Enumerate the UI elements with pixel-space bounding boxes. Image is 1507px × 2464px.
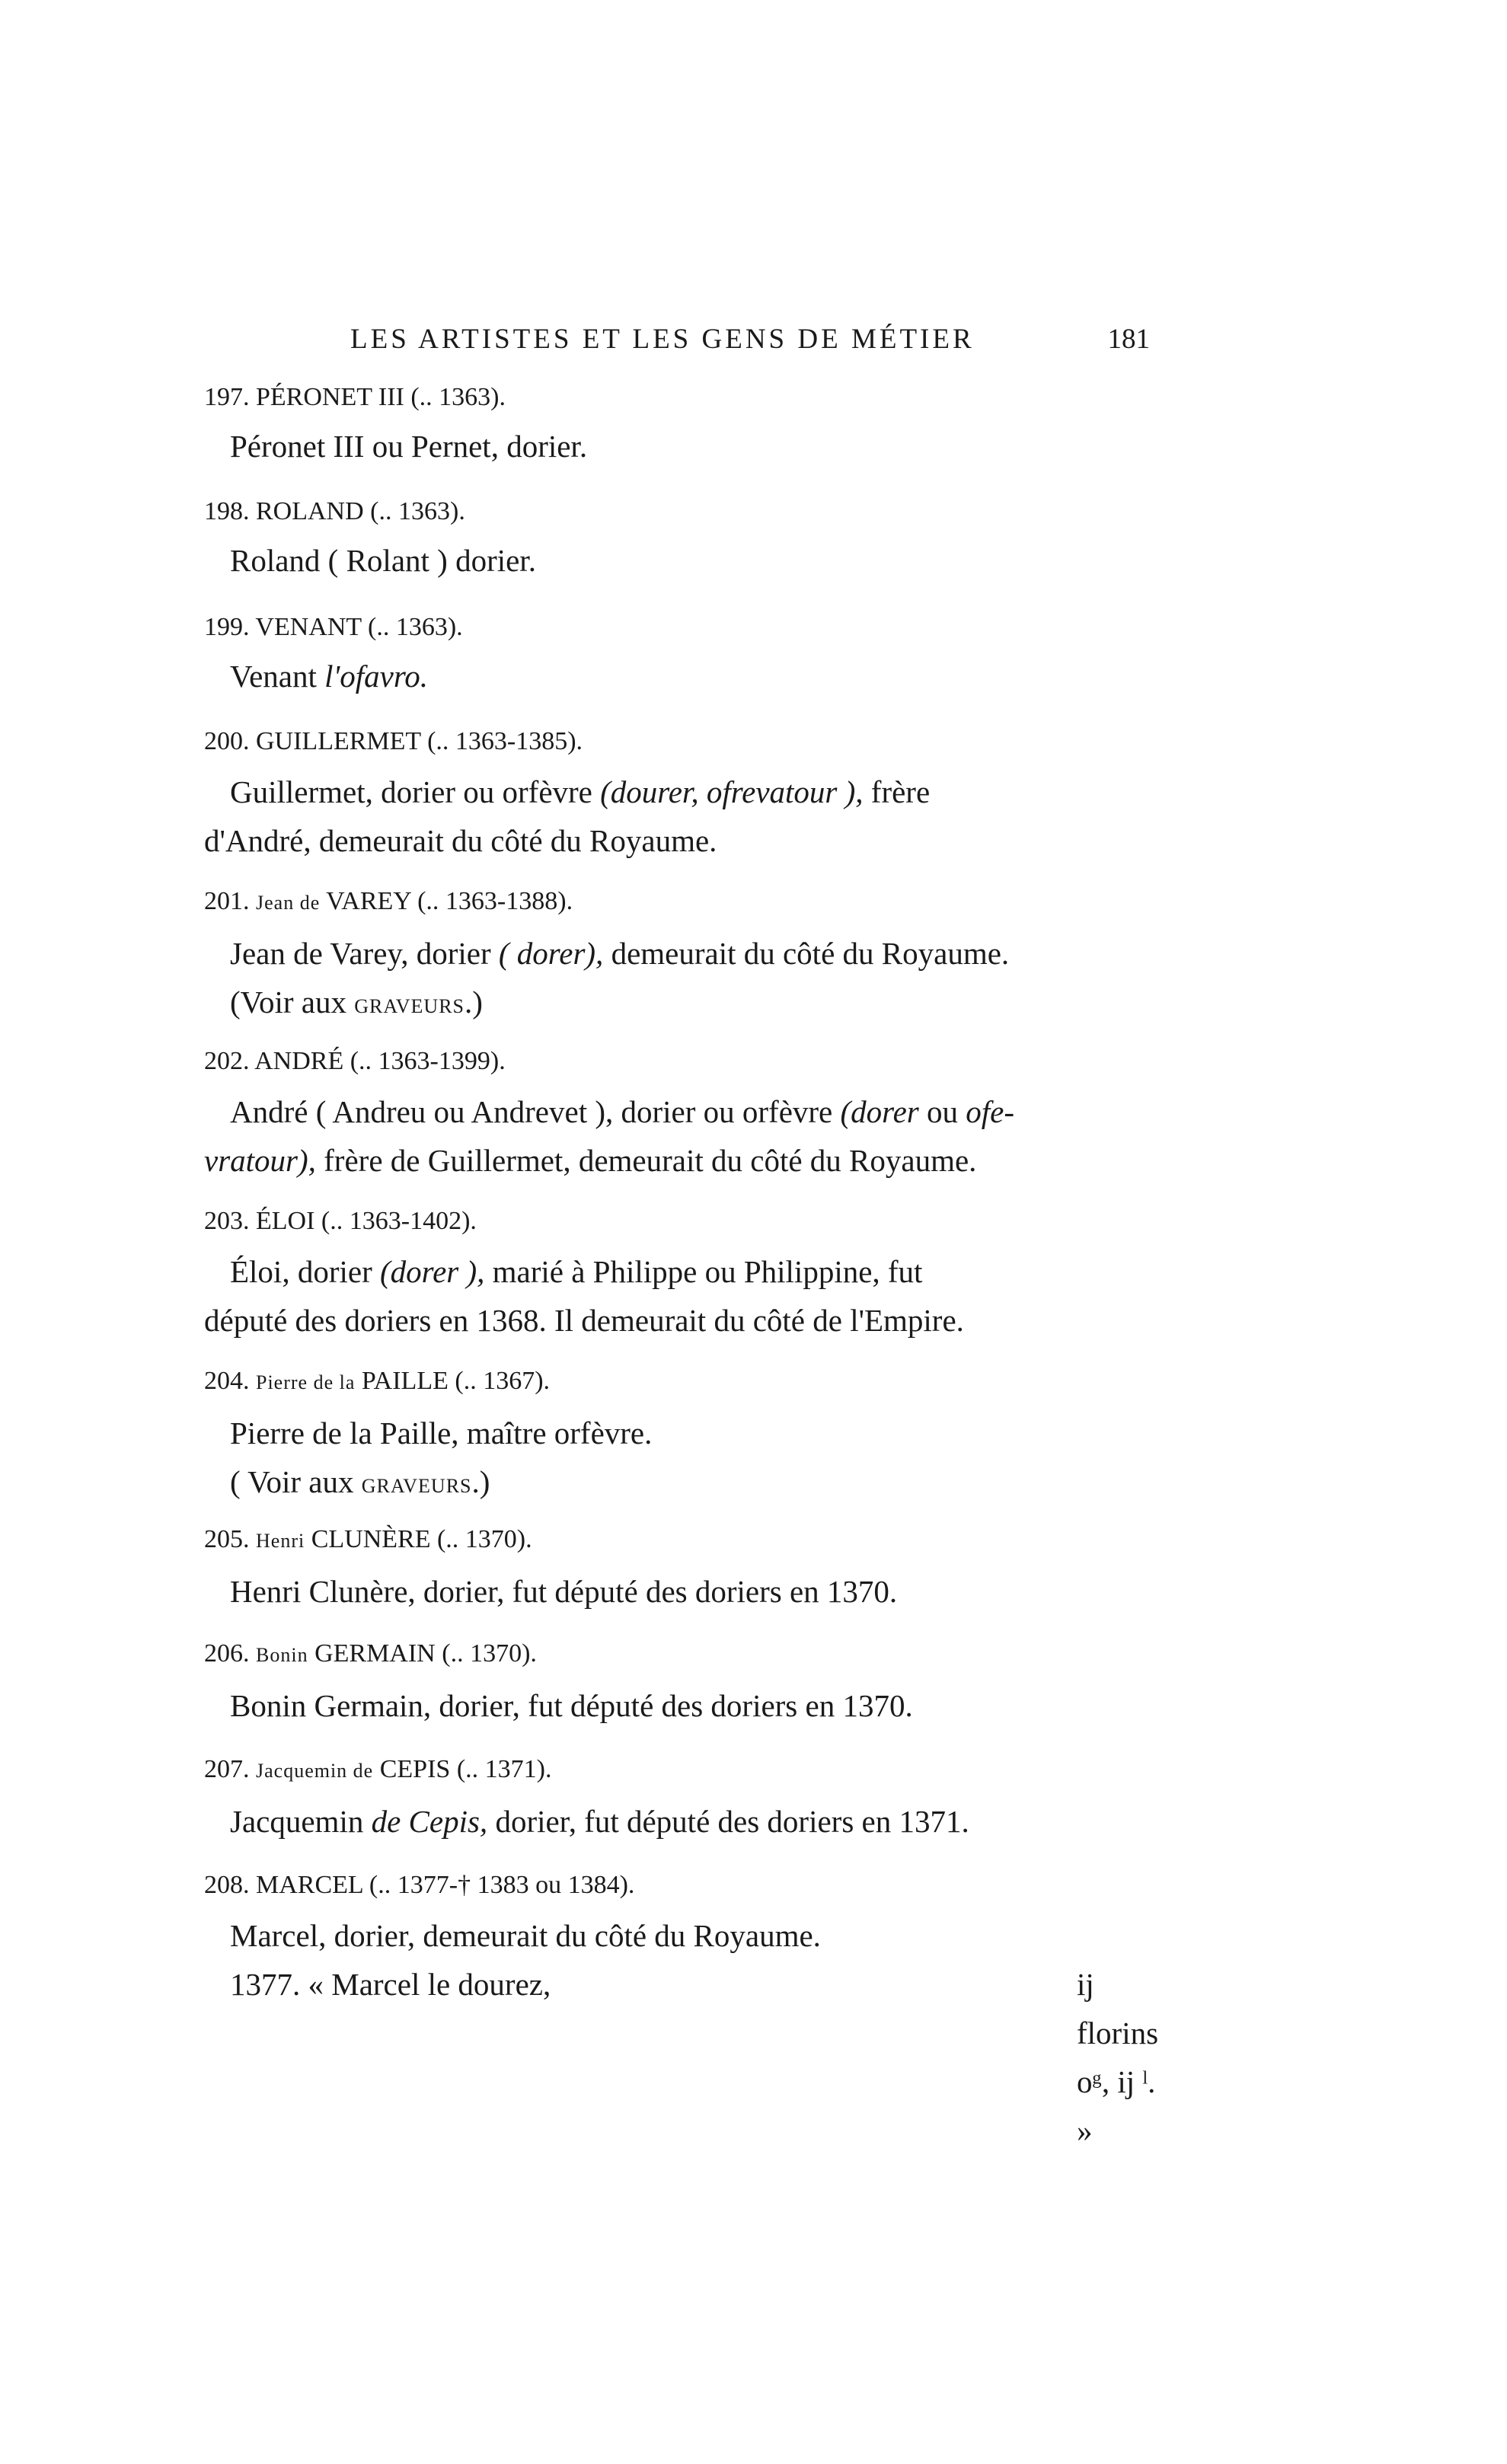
entry-text: Henri Clunère, dorier, fut député des doriers en 1370. (230, 1574, 898, 1609)
entry-text: Marcel, dorier, demeurait du côté du Royaume. (230, 1918, 821, 1953)
ledger-left: 1377. « Marcel le dourez, (230, 1967, 551, 2002)
entry-text: Jean de Varey, dorier ( dorer), demeurait du côté du Royaume. (Voir aux GRAVEURS.) (230, 936, 1010, 1020)
entry-206 (204, 1636, 1148, 1730)
running-title: LES ARTISTES ET LES GENS DE MÉTIER (350, 324, 975, 355)
entry-197 (204, 379, 1148, 471)
page-number: 181 (1107, 324, 1150, 355)
entry-heading: 199. VENANT (.. 1363). (204, 613, 463, 641)
entry-heading: 200. GUILLERMET (.. 1363-1385). (204, 727, 583, 755)
entry-text: Éloi, dorier (dorer ), marié à Philippe ou Philippine, fut député des doriers en 1368. Il demeurait du côté de l'Empire. (204, 1254, 964, 1338)
entry-heading: 202. ANDRÉ (.. 1363-1399). (204, 1047, 506, 1075)
entry-200 (204, 723, 1148, 865)
entry-208 (204, 1867, 1159, 2148)
entry-207 (204, 1751, 1148, 1846)
entry-text: Guillermet, dorier ou orfèvre (dourer, ofrevatour ), frère d'André, demeurait du côté du Royaume. (204, 774, 931, 858)
entry-heading: 201. Jean de VAREY (.. 1363-1388). (204, 887, 573, 915)
entry-198 (204, 493, 1148, 585)
entry-text: Roland ( Rolant ) dorier. (230, 543, 536, 578)
entry-heading: 198. ROLAND (.. 1363). (204, 497, 465, 525)
entry-201 (204, 883, 1148, 1031)
entry-text: André ( Andreu ou Andrevet ), dorier ou orfèvre (dorer ou ofe- vratour), frère de Guillermet, demeurait du côté du Royaume. (204, 1094, 1015, 1178)
ledger-line (204, 1960, 1159, 2148)
entry-heading: 207. Jacquemin de CEPIS (.. 1371). (204, 1755, 552, 1783)
entry-205 (204, 1521, 1148, 1616)
entry-204 (204, 1363, 1148, 1511)
entry-text: Venant l'ofavro. (230, 659, 429, 694)
entry-heading: 208. MARCEL (.. 1377-† 1383 ou 1384). (204, 1871, 635, 1899)
running-head (350, 323, 1150, 369)
entry-heading: 197. PÉRONET III (.. 1363). (204, 383, 506, 411)
entry-heading: 204. Pierre de la PAILLE (.. 1367). (204, 1367, 551, 1395)
entry-203 (204, 1203, 1148, 1345)
entry-199 (204, 609, 1148, 701)
entry-text: Bonin Germain, dorier, fut député des doriers en 1370. (230, 1688, 913, 1723)
entry-heading: 203. ÉLOI (.. 1363-1402). (204, 1207, 477, 1235)
entry-202 (204, 1043, 1148, 1185)
entry-text: Jacquemin de Cepis, dorier, fut député des doriers en 1371. (230, 1804, 969, 1839)
entry-text: Péronet III ou Pernet, dorier. (230, 429, 588, 464)
entry-text: Pierre de la Paille, maître orfèvre. ( Voir aux GRAVEURS.) (230, 1416, 653, 1499)
entry-heading: 206. Bonin GERMAIN (.. 1370). (204, 1639, 537, 1668)
ledger-right: ij florins oᵍ, ij ˡ. » (1077, 1967, 1159, 2148)
entry-heading: 205. Henri CLUNÈRE (.. 1370). (204, 1525, 532, 1553)
